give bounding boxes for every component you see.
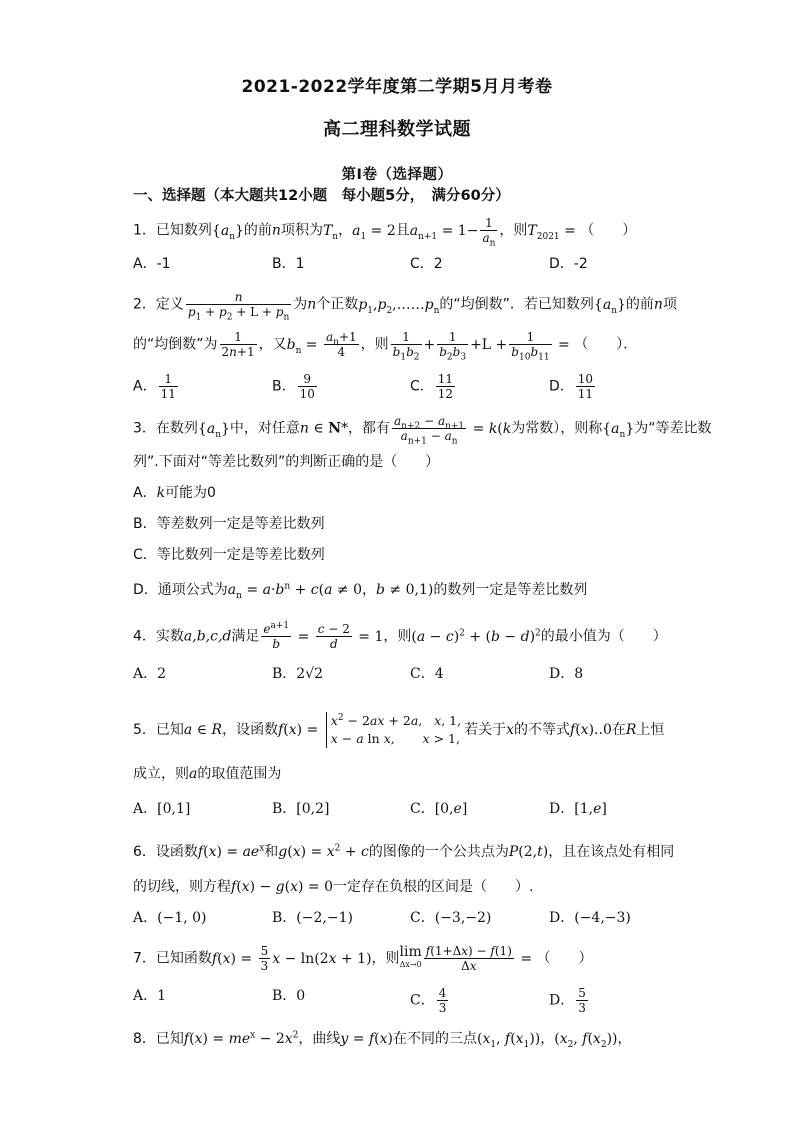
- q4-text: 的最小值为（ ）: [540, 628, 667, 645]
- q6-text: 一定存在负根的区间是（ ）.: [333, 879, 534, 895]
- q3-text: 为“等差比数: [634, 420, 712, 437]
- option-label: A．: [133, 666, 158, 682]
- option-value: (−2,−1): [296, 910, 353, 926]
- option-text: D．通项公式为: [133, 582, 228, 598]
- q3-formula: $\frac{a_{n+2} - a_{n+1}}{a_{n+1} - a_n}$ = k(k: [394, 414, 512, 447]
- option-label: B．: [272, 666, 297, 682]
- q5-text: 成立，则: [133, 766, 189, 782]
- q3-text: 为常数），则称: [511, 420, 603, 437]
- question-3: [133, 414, 712, 447]
- option-label: A．: [133, 910, 158, 926]
- q8-text: ，曲线: [298, 1031, 341, 1047]
- q5-formula: x: [506, 722, 515, 738]
- option-value: $\frac{11}{12}$: [437, 372, 454, 401]
- q3-formula: n ∈ N*: [299, 420, 349, 437]
- option-label: B．: [272, 910, 297, 926]
- q5-text: 若关于: [464, 722, 507, 738]
- q5-formula: f(x)..0: [570, 722, 612, 738]
- q8-formula: ($x_1$, $f(x_1)$): [477, 1031, 541, 1050]
- q4-text: 4．实数: [133, 628, 184, 645]
- q2-formula: $\frac{n}{p_1 + p_2 + L + p_n}$: [187, 290, 290, 323]
- q5-formula: f(x) = $x^2 - 2ax + 2a$, x, 1, x − a ln x, x > 1,: [278, 712, 462, 746]
- q1-formula: $a_1 = 2$: [352, 222, 396, 242]
- q5-option-b: [272, 799, 330, 819]
- option-value: $\frac{9}{10}$: [299, 372, 315, 401]
- option-value: 2: [157, 666, 167, 682]
- q7-option-b: [272, 986, 305, 1006]
- q6-text: 的图像的一个公共点为: [368, 844, 509, 860]
- q6-text: ，且在该点处有相同: [548, 844, 675, 860]
- q6-formula: P(2,t): [508, 844, 549, 860]
- q6-text: 和: [264, 844, 279, 860]
- q1-formula: $\{a_n\}$: [211, 222, 244, 242]
- q3-text: 中，对任意: [229, 420, 300, 437]
- q2-option-a: [133, 372, 180, 401]
- q8-formula: ($x_2$, $f(x_2)$): [554, 1031, 618, 1050]
- question-1: [133, 216, 637, 249]
- q3-formula: $\{a_n\}$: [197, 420, 230, 440]
- q6-text: 6．设函数: [133, 844, 198, 860]
- q8-formula: y = f(x): [340, 1031, 393, 1047]
- q1-text: （ ）: [580, 222, 637, 239]
- q7-text: 7．已知函数: [133, 950, 212, 967]
- q2-text: ，又: [258, 336, 287, 353]
- q2-option-d: [549, 372, 597, 401]
- q2-formula: $b_n$ = $\frac{a_n+1}{4}$: [286, 330, 357, 359]
- q3-formula: $a_n = a\cdot b^n + c(a \ne 0$，b ≠ 0,1): [227, 581, 434, 601]
- q4-formula: a,b,c,d: [183, 628, 232, 645]
- q6-option-c: [410, 908, 491, 928]
- q1-formula: $T_n$: [322, 222, 339, 242]
- q2-formula: $\frac{1}{2n+1}$: [221, 330, 255, 359]
- q1-option-b: B．1: [272, 256, 305, 272]
- q1-option-c: C．2: [410, 256, 443, 272]
- q5-text: 在: [611, 722, 626, 738]
- q7-option-a: [133, 986, 166, 1006]
- option-value: 2√2: [296, 666, 324, 682]
- option-value: [0,2]: [296, 801, 330, 817]
- q5-option-c: [410, 799, 467, 819]
- q5-option-a: [133, 799, 190, 819]
- q6-text: 的切线，则方程: [133, 879, 231, 895]
- option-label: C．: [410, 910, 435, 926]
- option-value: $\frac{4}{3}$: [438, 986, 447, 1015]
- q6-formula: f(x) − g(x) = 0: [231, 879, 333, 895]
- question-6: [133, 842, 674, 862]
- option-value: (−3,−2): [434, 910, 492, 926]
- q5-option-d: [549, 799, 607, 819]
- option-value: (−4,−3): [574, 910, 631, 926]
- option-value: 4: [434, 666, 444, 682]
- question-2: [133, 290, 677, 323]
- q2-text: 项: [662, 296, 677, 313]
- q2-text: 为: [293, 296, 308, 313]
- q6-formula: $f(x) = ae^x$: [197, 843, 265, 860]
- q5-formula: a ∈ R: [183, 722, 223, 738]
- q4-text: ，则: [383, 628, 412, 645]
- q5-text: 上恒: [636, 722, 665, 738]
- q2-formula: n: [653, 296, 663, 313]
- option-label: D．: [549, 801, 575, 817]
- q2-formula: n: [307, 296, 317, 313]
- q5-text: 5．已知: [133, 722, 184, 738]
- option-label: D．: [549, 992, 575, 1009]
- q2-formula: $\frac{1}{b_1b_2}$ + $\frac{1}{b_2b_3}$ +L + $\frac{1}{b_{10}b_{11}}$ =: [392, 330, 575, 363]
- q4-option-a: [133, 664, 166, 684]
- option-label: C．: [410, 801, 435, 817]
- option-value: [0,1]: [157, 801, 191, 817]
- q4-formula: $(a - c)^2 + (b - d)^2$: [411, 627, 541, 645]
- option-value: 0: [296, 988, 306, 1004]
- q2-option-c: [410, 372, 457, 401]
- q4-text: 满足: [231, 628, 260, 645]
- option-label: A．: [133, 988, 158, 1004]
- q1-text: ，则: [499, 222, 528, 239]
- q2-text: 2．定义: [133, 296, 184, 313]
- option-label: A．: [133, 485, 157, 501]
- q1-text: 的前: [243, 222, 272, 239]
- q1-text: 1．已知数列: [133, 222, 212, 239]
- q2-text: 的“均倒数”．若已知数列: [439, 296, 594, 313]
- question-2-line2: [133, 330, 638, 363]
- q6-formula: $g(x) = x^2 + c$: [278, 843, 369, 860]
- q5-formula: a: [189, 766, 198, 782]
- q7-text: ，则: [371, 950, 400, 967]
- option-label: A．: [133, 378, 157, 395]
- q3-text: 3．在数列: [133, 420, 198, 437]
- q4-option-d: [549, 664, 583, 684]
- q1-text: ，: [338, 222, 353, 239]
- q2-text: （ ）．: [574, 336, 638, 353]
- question-4: [133, 622, 667, 651]
- q2-formula: $p_1,p_2,\dots\dots p_n$: [358, 296, 440, 316]
- q3-option-a: [133, 483, 216, 503]
- q2-text: 的“均倒数”为: [133, 336, 218, 353]
- q6-option-a: [133, 908, 207, 928]
- q4-formula: $\frac{e^{a+1}}{b}$ = $\frac{c - 2}{d}$ = 1: [263, 621, 384, 651]
- question-7: [133, 944, 593, 973]
- q5-formula: R: [625, 722, 637, 738]
- q3-option-c: C．等比数列一定是等差比数列: [133, 547, 325, 563]
- q1-formula: $a_{n+1} = 1-$ $\frac{1}{a_n}$: [409, 216, 496, 249]
- option-value: 1: [157, 988, 167, 1004]
- q2-text: 个正数: [316, 296, 359, 313]
- option-value: [1,e]: [574, 801, 607, 817]
- option-value: (−1, 0): [157, 910, 207, 926]
- q3-option-b: B．等差数列一定是等差比数列: [133, 516, 325, 532]
- q2-text: 的前: [625, 296, 654, 313]
- q1-formula: n: [271, 222, 281, 239]
- q7-option-c: [410, 986, 450, 1015]
- option-label: C．: [410, 666, 435, 682]
- q6-option-b: [272, 908, 353, 928]
- section-heading: 一、选择题（本大题共12小题 每小题5分， 满分60分）: [133, 188, 510, 204]
- question-6-line2: [133, 877, 533, 897]
- option-label: C．: [410, 992, 435, 1009]
- q8-text: 在不同的三点: [393, 1031, 477, 1047]
- q2-formula: $\{a_n\}$: [593, 296, 626, 316]
- q5-text: ，设函数: [222, 722, 279, 738]
- option-label: B．: [272, 988, 297, 1004]
- q1-option-a: A．-1: [133, 256, 171, 272]
- option-label: B．: [272, 801, 297, 817]
- q4-option-b: [272, 664, 323, 684]
- q3-text: ，都有: [348, 420, 391, 437]
- option-label: A．: [133, 801, 158, 817]
- option-text: 的数列一定是等差比数列: [433, 582, 588, 598]
- q7-formula: f(x) = $\frac{5}{3}$ x − ln(2x + 1): [211, 944, 372, 973]
- q8-formula: $f(x) = me^x - 2x^2$: [183, 1030, 299, 1047]
- exam-subtitle: 高二理科数学试题: [323, 119, 471, 140]
- option-label: D．: [549, 378, 574, 395]
- option-label: C．: [410, 378, 434, 395]
- option-value: $\frac{10}{11}$: [577, 372, 594, 401]
- q7-text: （ ）: [536, 950, 593, 967]
- q8-text: 8．已知: [133, 1031, 184, 1047]
- q8-text: ，: [540, 1031, 555, 1047]
- q2-option-b: [272, 372, 319, 401]
- volume-heading: 第Ⅰ卷（选择题）: [341, 167, 453, 183]
- q4-option-c: [410, 664, 444, 684]
- q7-option-d: [549, 986, 590, 1015]
- exam-title: 2021-2022学年度第二学期5月月考卷: [241, 77, 553, 97]
- q1-text: 项积为: [280, 222, 323, 239]
- option-label: D．: [549, 666, 575, 682]
- q7-formula: lim Δx→0 $\frac{f(1+\Delta x) - f(1)}{\Delta x}$ =: [399, 944, 537, 973]
- question-5: [133, 712, 664, 748]
- q2-text: ，则: [360, 336, 389, 353]
- q8-text: ，: [617, 1031, 632, 1047]
- option-value: [0,e]: [434, 801, 468, 817]
- q1-formula: $T_{2021}$ =: [527, 222, 581, 242]
- q6-option-d: [549, 908, 631, 928]
- option-value: $\frac{5}{3}$: [578, 986, 586, 1015]
- q3-option-d: [133, 580, 587, 600]
- option-label: B．: [272, 378, 296, 395]
- option-value: $\frac{1}{11}$: [160, 372, 176, 401]
- q3-formula: k: [156, 485, 166, 501]
- q1-option-d: D．-2: [549, 256, 588, 272]
- q5-text: 的取值范围为: [197, 766, 282, 782]
- option-text: 可能为0: [165, 485, 216, 501]
- q5-text: 的不等式: [514, 722, 571, 738]
- option-value: 8: [574, 666, 584, 682]
- q1-text: 且: [395, 222, 410, 239]
- option-label: D．: [549, 910, 575, 926]
- question-3-line2: 列”.下面对“等差比数列”的判断正确的是（ ）: [133, 454, 440, 470]
- question-5-line2: [133, 764, 281, 784]
- q3-formula: $\{a_n\}$: [602, 420, 635, 440]
- question-8: [133, 1029, 632, 1049]
